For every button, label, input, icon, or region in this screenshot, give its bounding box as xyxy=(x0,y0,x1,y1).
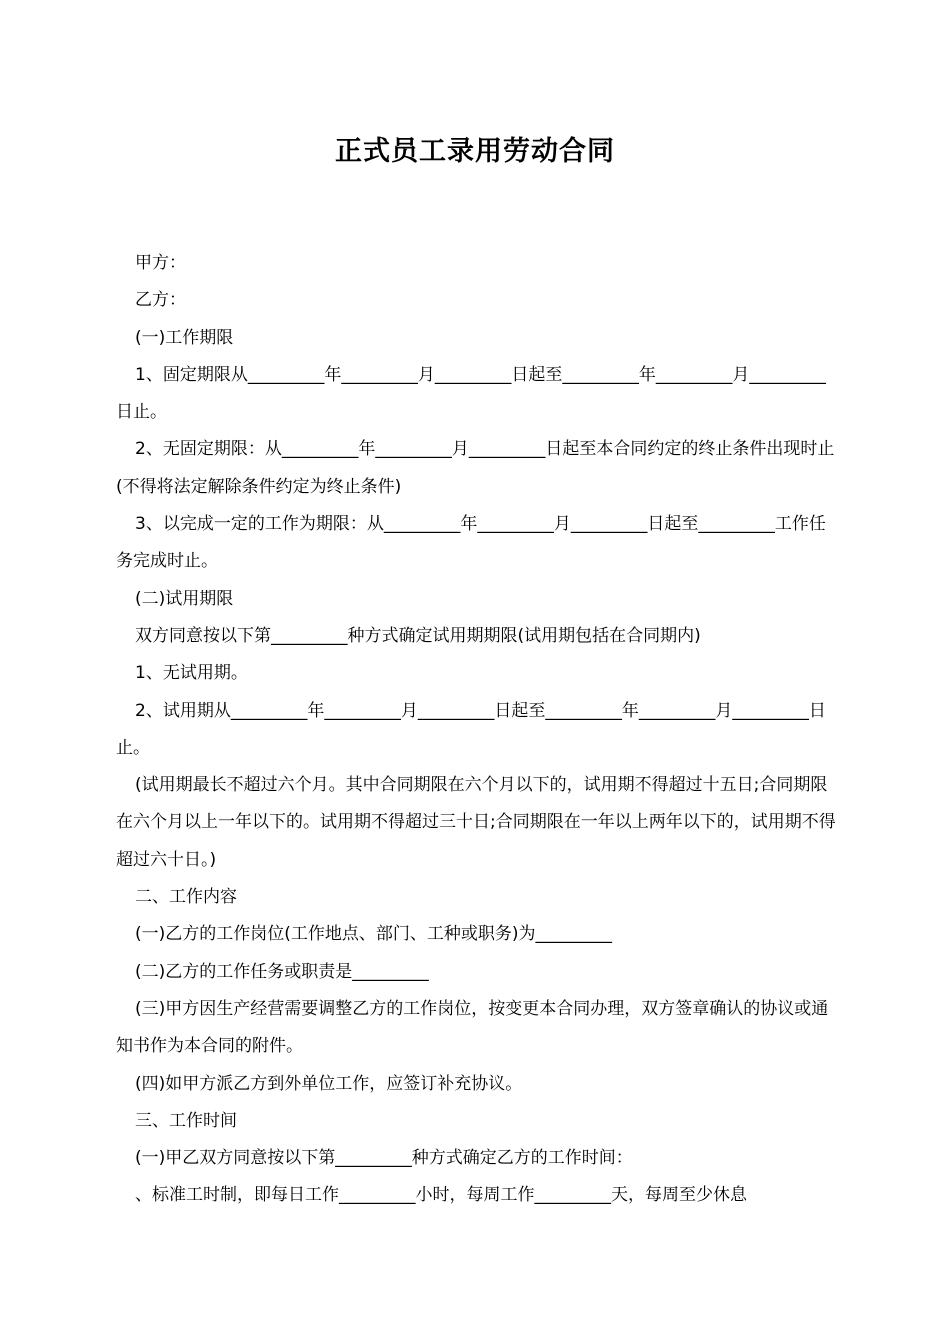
paragraph: (一)乙方的工作岗位(工作地点、部门、工种或职务)为_________ xyxy=(135,924,613,945)
paragraph: (四)如甲方派乙方到外单位工作，应签订补充协议。 xyxy=(135,1073,523,1094)
paragraph: (二)试用期限 xyxy=(135,588,234,609)
paragraph: 三、工作时间 xyxy=(135,1110,237,1131)
paragraph: (一)工作期限 xyxy=(135,327,234,348)
paragraph: 二、工作内容 xyxy=(135,887,237,908)
paragraph: 2、无固定期限：从_________年_________月_________日起至本合同约定的终止条件出现时止(不得将法定解除条件约定为终止条件) xyxy=(116,439,835,497)
paragraph: 、标准工时制，即每日工作_________小时，每周工作_________天，每周至少休息 xyxy=(135,1185,747,1206)
paragraph: 甲方： xyxy=(135,253,186,273)
document-title: 正式员工录用劳动合同 xyxy=(335,136,615,167)
paragraph: 双方同意按以下第_________种方式确定试用期期限(试用期包括在合同期内) xyxy=(135,625,701,646)
paragraph: (三)甲方因生产经营需要调整乙方的工作岗位，按变更本合同办理，双方签章确认的协议或通知书作为本合同的附件。 xyxy=(116,998,829,1057)
paragraph: 乙方： xyxy=(135,290,186,311)
paragraph: 3、以完成一定的工作为期限：从_________年_________月_________日起至_________工作任务完成时止。 xyxy=(116,514,826,572)
paragraph: 1、无试用期。 xyxy=(135,663,248,684)
paragraph: (二)乙方的工作任务或职责是_________ xyxy=(135,961,429,982)
paragraph: (一)甲乙双方同意按以下第_________种方式确定乙方的工作时间： xyxy=(135,1148,633,1169)
paragraph: 2、试用期从_________年_________月_________日起至_________年_________月_________日止。 xyxy=(116,700,826,758)
paragraph: 1、固定期限从_________年_________月_________日起至_________年_________月_________日止。 xyxy=(116,364,826,423)
paragraph: (试用期最长不超过六个月。其中合同期限在六个月以下的，试用期不得超过十五日;合同期限在六个月以上一年以下的。试用期不得超过三十日;合同期限在一年以上两年以下的，试用期不得超过六十日。) xyxy=(116,775,836,870)
document-body xyxy=(116,245,841,1215)
